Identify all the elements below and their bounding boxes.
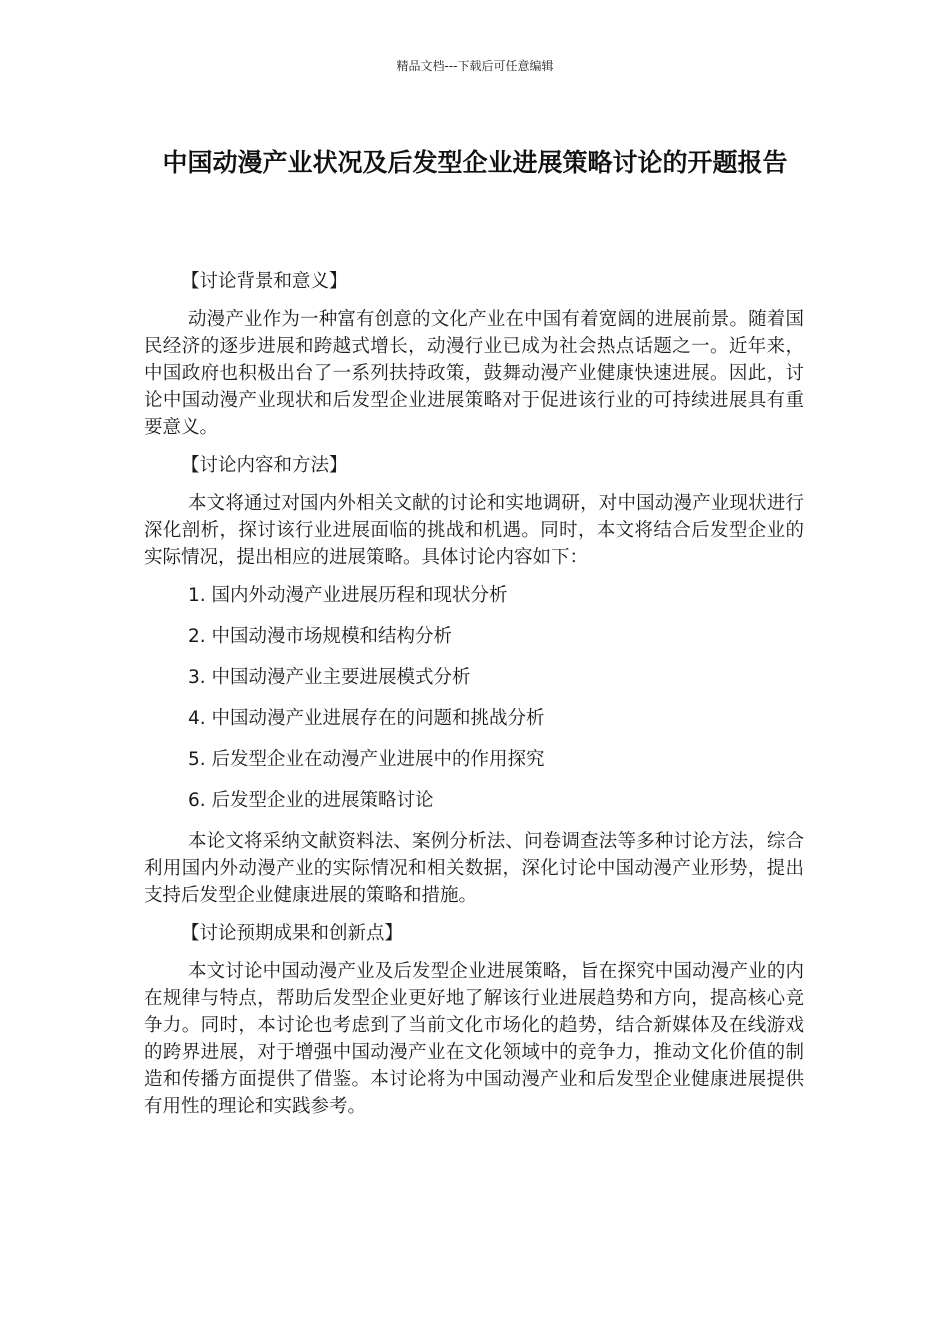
background-paragraph: 动漫产业作为一种富有创意的文化产业在中国有着宽阔的进展前景。随着国民经济的逐步进展和跨越式增长，动漫行业已成为社会热点话题之一。近年来，中国政府也积极出台了一系列扶持政策，鼓舞动漫产业健康快速进展。因此，讨论中国动漫产业现状和后发型企业进展策略对于促进该行业的可持续进展具有重要意义。 — [144, 309, 804, 438]
section-heading-content-methods: 【讨论内容和方法】 — [181, 455, 348, 476]
methods-paragraph: 本论文将采纳文献资料法、案例分析法、问卷调查法等多种讨论方法，综合利用国内外动漫产业的实际情况和相关数据，深化讨论中国动漫产业形势，提出支持后发型企业健康进展的策略和措施。 — [144, 831, 804, 906]
content-methods-paragraph: 本文将通过对国内外相关文献的讨论和实地调研，对中国动漫产业现状进行深化剖析，探讨该行业进展面临的挑战和机遇。同时，本文将结合后发型企业的实际情况，提出相应的进展策略。具体讨论内容如下： — [144, 493, 804, 568]
list-item: 1. 国内外动漫产业进展历程和现状分析 — [188, 585, 508, 606]
section-heading-background: 【讨论背景和意义】 — [181, 271, 348, 292]
section-heading-expected-results: 【讨论预期成果和创新点】 — [181, 923, 404, 944]
document-body — [144, 268, 804, 1131]
document-title: 中国动漫产业状况及后发型企业进展策略讨论的开题报告 — [162, 148, 788, 177]
list-item: 5. 后发型企业在动漫产业进展中的作用探究 — [188, 749, 545, 770]
list-item: 3. 中国动漫产业主要进展模式分析 — [188, 667, 471, 688]
list-item: 2. 中国动漫市场规模和结构分析 — [188, 626, 453, 647]
header-note: 精品文档---下载后可任意编辑 — [396, 59, 554, 73]
list-item: 6. 后发型企业的进展策略讨论 — [188, 790, 434, 811]
research-content-list — [144, 582, 804, 814]
expected-results-paragraph: 本文讨论中国动漫产业及后发型企业进展策略，旨在探究中国动漫产业的内在规律与特点，帮助后发型企业更好地了解该行业进展趋势和方向，提高核心竞争力。同时，本讨论也考虑到了当前文化市场化的趋势，结合新媒体及在线游戏的跨界进展，对于增强中国动漫产业在文化领域中的竞争力，推动文化价值的制造和传播方面提供了借鉴。本讨论将为中国动漫产业和后发型企业健康进展提供有用性的理论和实践参考。 — [144, 961, 804, 1117]
list-item: 4. 中国动漫产业进展存在的问题和挑战分析 — [188, 708, 545, 729]
